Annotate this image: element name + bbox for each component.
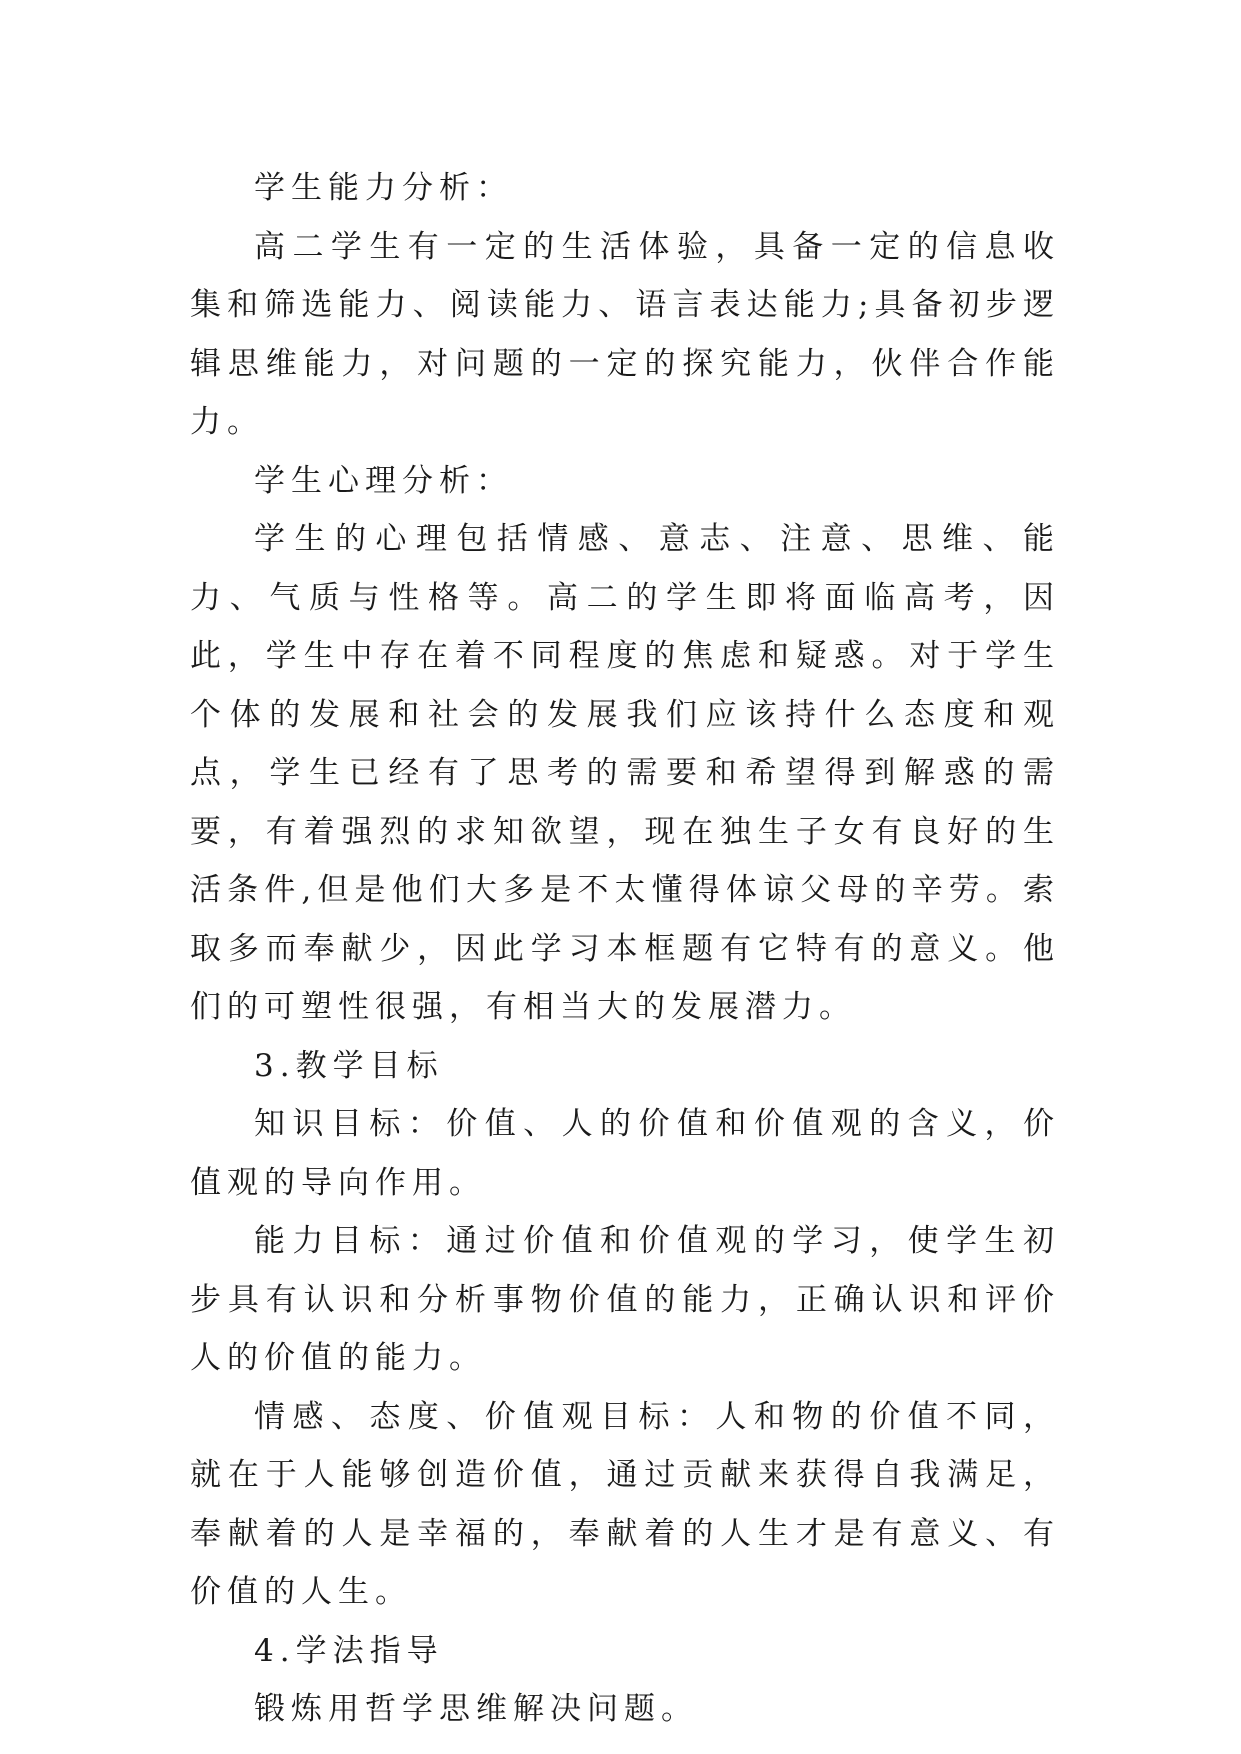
paragraph-study-method: 锻炼用哲学思维解决问题。 bbox=[254, 1691, 698, 1727]
heading-student-ability: 学生能力分析： bbox=[254, 170, 513, 206]
heading-student-psychology: 学生心理分析： bbox=[254, 462, 513, 499]
heading-teaching-goals: 3.教学目标 bbox=[254, 1047, 444, 1084]
paragraph-student-psychology: 学生的心理包括情感、意志、注意、思维、能力、气质与性格等。高二的学生即将面临高考，因此，学生中存在着不同程度的焦虑和疑惑。对于学生个体的发展和社会的发展我们应该持什么态度和观点，学生已经有了思考的需要和希望得到解惑的需要，有着强烈的求知欲望，现在独生子女有良好的生活条件,但是他们大多是不太懂得体谅父母的辛劳。索取多而奉献少，因此学习本框题有它特有的意义。他们的可塑性很强，有相当大的发展潜力。 bbox=[190, 521, 1060, 1025]
document-body bbox=[190, 159, 1060, 1739]
paragraph-ability-goal: 能力目标：通过价值和价值观的学习，使学生初步具有认识和分析事物价值的能力，正确认识和评价人的价值的能力。 bbox=[190, 1223, 1060, 1376]
heading-study-method: 4.学法指导 bbox=[254, 1632, 444, 1669]
paragraph-knowledge-goal: 知识目标：价值、人的价值和价值观的含义，价值观的导向作用。 bbox=[190, 1106, 1060, 1201]
paragraph-student-ability: 高二学生有一定的生活体验，具备一定的信息收集和筛选能力、阅读能力、语言表达能力;具备初步逻辑思维能力，对问题的一定的探究能力，伙伴合作能力。 bbox=[190, 228, 1060, 440]
paragraph-emotion-goal: 情感、态度、价值观目标：人和物的价值不同，就在于人能够创造价值，通过贡献来获得自我满足，奉献着的人是幸福的，奉献着的人生才是有意义、有价值的人生。 bbox=[190, 1398, 1060, 1610]
